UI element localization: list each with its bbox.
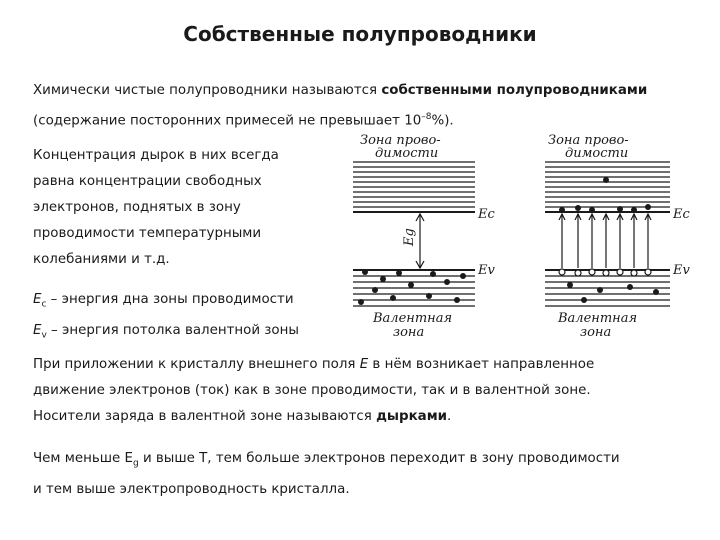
ec-definition: $E_c$ – энергия дна зоны проводимости bbox=[33, 292, 294, 310]
ev-label: Ev bbox=[478, 263, 495, 278]
energy-definitions bbox=[33, 287, 333, 348]
field-paragraph: При приложении к кристаллу внешнего поля E в нём возникает направленное движение электронов (ток) как в зоне проводимости, так и в валентной зоне. Носители заряда в валентной зоне называются дырками. bbox=[33, 357, 595, 424]
concentration-line: проводимости температурными bbox=[33, 226, 262, 241]
valence-zone-label-2: зона bbox=[393, 325, 425, 340]
concentration-line: Концентрация дырок в них всегда bbox=[33, 148, 279, 163]
conclusion-paragraph: Чем меньше $E_g$ и выше Т, тем больше электронов переходит в зону проводимости и тем выше электропроводность кристалла. bbox=[33, 451, 620, 497]
ec-label: Ec bbox=[478, 207, 495, 222]
intro-text: Химически чистые полупроводники называются bbox=[33, 83, 382, 98]
intro-paragraph bbox=[33, 78, 693, 134]
concentration-line: колебаниями и т.д. bbox=[33, 252, 170, 267]
conduction-zone-label-1: Зона прово- bbox=[360, 133, 441, 148]
eg-label: Eg bbox=[402, 228, 417, 246]
valence-zone-label-1: Валентная bbox=[373, 311, 453, 326]
holes-term: дырками bbox=[376, 409, 448, 424]
page-title: Собственные полупроводники bbox=[183, 22, 537, 46]
ev-definition: $E_v$ – энергия потолка валентной зоны bbox=[33, 322, 299, 341]
valence-zone-label-2: зона bbox=[580, 325, 612, 340]
concentration-paragraph bbox=[33, 143, 323, 273]
intro-exponent: –8 bbox=[421, 112, 432, 122]
conduction-zone-label-2: димости bbox=[565, 146, 629, 161]
valence-zone-label-1: Валентная bbox=[558, 311, 638, 326]
ev-label: Ev bbox=[673, 263, 690, 278]
concentration-line: равна концентрации свободных bbox=[33, 174, 262, 189]
conduction-zone-label-1: Зона прово- bbox=[548, 133, 629, 148]
ec-label: Ec bbox=[673, 207, 690, 222]
band-diagram-equilibrium bbox=[335, 130, 505, 345]
intro-line2-end: %). bbox=[431, 113, 454, 129]
conduction-zone-label-2: димости bbox=[375, 146, 439, 161]
intro-bold-term: собственными полупроводниками bbox=[381, 83, 648, 98]
band-diagram-excited bbox=[530, 130, 705, 345]
intro-line2: (содержание посторонних примесей не превышает 10 bbox=[33, 113, 422, 129]
concentration-line: электронов, поднятых в зону bbox=[33, 200, 241, 215]
